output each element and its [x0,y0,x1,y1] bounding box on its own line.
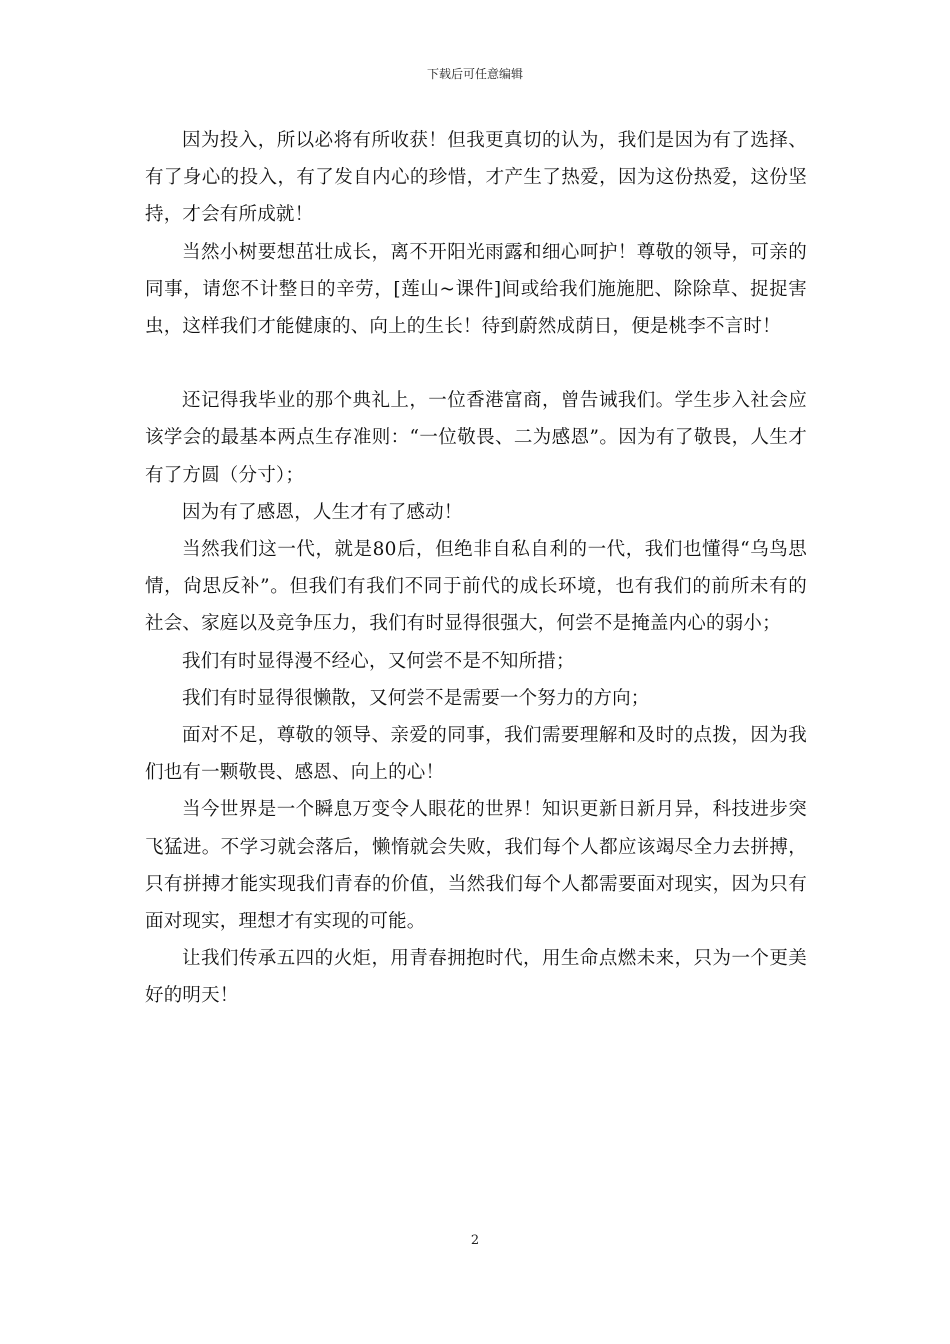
paragraph-8: 面对不足，尊敬的领导、亲爱的同事，我们需要理解和及时的点拨，因为我们也有一颗敬畏、感恩、向上的心！ [145,725,807,784]
page-number: 2 [470,1233,480,1248]
paragraph-10: 让我们传承五四的火炬，用青春拥抱时代，用生命点燃未来，只为一个更美好的明天！ [145,948,807,1007]
paragraph-2: 当然小树要想茁壮成长，离不开阳光雨露和细心呵护！尊敬的领导，可亲的同事，请您不计整日的辛劳，[莲山~课件]间或给我们施施肥、除除草、捉捉害虫，这样我们才能健康的、向上的生长！待到蔚然成荫日，便是桃李不言时！ [145,241,807,338]
paragraph-4: 因为有了感恩，人生才有了感动！ [182,501,463,523]
paragraph-6: 我们有时显得漫不经心，又何尝不是不知所措； [182,650,575,672]
document-body [145,122,807,1015]
paragraph-9: 当今世界是一个瞬息万变令人眼花的世界！知识更新日新月异，科技进步突飞猛进。不学习就会落后，懒惰就会失败，我们每个人都应该竭尽全力去拼搏，只有拼搏才能实现我们青春的价值，当然我们每个人都需要面对现实，因为只有面对现实，理想才有实现的可能。 [145,799,807,933]
paragraph-5: 当然我们这一代，就是80后，但绝非自私自利的一代，我们也懂得“乌鸟思情，尙思反补”。但我们有我们不同于前代的成长环境，也有我们的前所未有的社会、家庭以及竞争压力，我们有时显得很强大，何尝不是掩盖内心的弱小； [145,539,807,635]
paragraph-3: 还记得我毕业的那个典礼上，一位香港富商，曾告诫我们。学生步入社会应该学会的最基本两点生存准则：“一位敬畏、二为感恩”。因为有了敬畏，人生才有了方圆（分寸）； [145,390,807,486]
paragraph-1: 因为投入，所以必将有所收获！但我更真切的认为，我们是因为有了选择、有了身心的投入，有了发自内心的珍惜，才产生了热爱，因为这份热爱，这份坚持，才会有所成就！ [145,130,807,226]
paragraph-7: 我们有时显得很懒散，又何尝不是需要一个努力的方向； [182,687,650,709]
paragraph-spacer [145,345,807,382]
page-header: 下载后可任意编辑 [426,67,523,81]
